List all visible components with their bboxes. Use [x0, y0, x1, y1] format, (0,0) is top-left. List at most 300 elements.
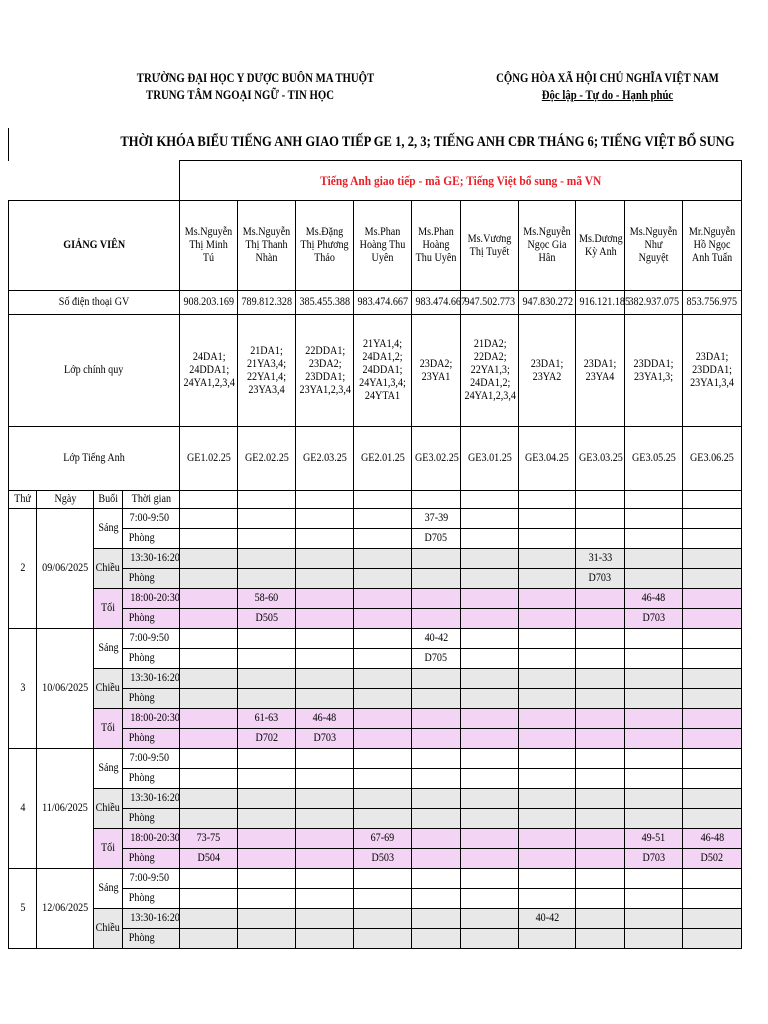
slot-cell	[412, 729, 461, 749]
slot-cell	[180, 529, 238, 549]
empty-cell	[296, 491, 354, 509]
slot-cell	[576, 849, 625, 869]
schedule-row	[9, 709, 742, 729]
session-time-text: 13:30-16:20	[130, 552, 180, 564]
regular-classes-text: 22DDA1; 23DA2; 23DDA1; 23YA1,2,3,4	[299, 344, 351, 396]
english-class-code-text: GE2.01.25	[360, 452, 405, 464]
session-name	[94, 829, 123, 869]
teacher-phone	[354, 291, 412, 315]
teacher-phone	[519, 291, 576, 315]
slot-cell	[576, 629, 625, 649]
slot-cell	[354, 869, 412, 889]
teacher-name	[180, 201, 238, 291]
slot-cell	[683, 849, 742, 869]
slot-cell	[576, 869, 625, 889]
slot-cell-text: 46-48	[641, 592, 666, 604]
schedule-row	[9, 749, 742, 769]
slot-cell	[354, 509, 412, 529]
empty-cell	[412, 491, 461, 509]
teacher-name	[412, 201, 461, 291]
session-name-text: Tối	[100, 842, 116, 854]
slot-cell	[354, 709, 412, 729]
slot-cell	[296, 729, 354, 749]
slot-cell	[519, 509, 576, 529]
slot-cell	[519, 549, 576, 569]
slot-cell	[238, 609, 296, 629]
teacher-name	[625, 201, 683, 291]
slot-cell	[296, 709, 354, 729]
slot-cell	[683, 729, 742, 749]
regular-classes	[354, 315, 412, 427]
regular-classes	[296, 315, 354, 427]
slot-cell	[461, 889, 519, 909]
slot-cell-text: D503	[371, 852, 394, 864]
slot-cell-text: D703	[313, 732, 336, 744]
english-class-code	[576, 427, 625, 491]
teacher-phone	[576, 291, 631, 315]
english-class-code-text: GE3.04.25	[525, 452, 569, 464]
column-header	[37, 491, 94, 509]
slot-cell	[354, 789, 412, 809]
session-name-text: Chiều	[95, 562, 121, 574]
slot-cell	[238, 929, 296, 949]
session-name-text: Sáng	[97, 882, 119, 894]
slot-cell	[296, 549, 354, 569]
slot-cell	[625, 589, 683, 609]
slot-cell-text: D505	[255, 612, 278, 624]
slot-cell	[519, 849, 576, 869]
room-label-text: Phòng	[128, 572, 155, 584]
slot-cell	[412, 829, 461, 849]
slot-cell-text: 61-63	[254, 712, 279, 724]
teacher-name-text: Mr.Nguyễn Hồ Ngọc Anh Tuấn	[688, 226, 736, 264]
slot-cell-text: 73-75	[196, 832, 221, 844]
slot-cell	[461, 549, 519, 569]
slot-cell	[461, 689, 519, 709]
session-time-text: 7:00-9:50	[129, 872, 170, 884]
regular-classes-text: 23DDA1; 23YA1,3;	[633, 357, 674, 383]
session-name-text: Tối	[100, 602, 116, 614]
subtitle	[180, 161, 742, 201]
slot-cell	[683, 829, 742, 849]
slot-cell	[683, 789, 742, 809]
session-name-text: Tối	[100, 722, 116, 734]
room-label-text: Phòng	[128, 612, 155, 624]
regular-classes-text: 23DA1; 23YA2	[530, 357, 564, 383]
slot-cell	[576, 729, 625, 749]
schedule-row	[9, 509, 742, 529]
slot-cell	[683, 909, 742, 929]
teacher-phone-text: 382.937.075	[628, 296, 680, 308]
slot-cell	[354, 689, 412, 709]
slot-cell	[412, 809, 461, 829]
slot-cell	[412, 769, 461, 789]
slot-cell	[238, 729, 296, 749]
session-name	[94, 549, 123, 589]
session-name	[94, 709, 123, 749]
teacher-name	[238, 201, 296, 291]
slot-cell	[461, 909, 519, 929]
slot-cell	[683, 889, 742, 909]
day-of-week-text: 4	[19, 802, 26, 814]
slot-cell	[412, 509, 461, 529]
english-class-code-text: GE2.02.25	[244, 452, 289, 464]
room-label-text: Phòng	[128, 932, 155, 944]
teacher-phone	[683, 291, 742, 315]
slot-cell	[461, 589, 519, 609]
teacher-name-text: Ms.Vương Thị Tuyết	[467, 232, 512, 258]
day-of-week	[9, 509, 37, 629]
slot-cell	[238, 909, 296, 929]
slot-cell	[461, 529, 519, 549]
slot-cell	[576, 589, 625, 609]
session-time	[123, 709, 180, 729]
slot-cell	[519, 809, 576, 829]
regular-classes	[180, 315, 238, 427]
slot-cell	[519, 589, 576, 609]
teacher-row	[9, 201, 742, 291]
english-class-code	[354, 427, 412, 491]
slot-cell	[412, 629, 461, 649]
slot-cell	[461, 789, 519, 809]
slot-cell	[180, 669, 238, 689]
slot-cell	[412, 549, 461, 569]
schedule-row	[9, 789, 742, 809]
session-time	[123, 589, 180, 609]
slot-cell	[238, 709, 296, 729]
slot-cell	[296, 609, 354, 629]
slot-cell	[354, 889, 412, 909]
slot-cell	[461, 629, 519, 649]
slot-cell	[461, 849, 519, 869]
schedule-row	[9, 589, 742, 609]
teacher-phone	[238, 291, 296, 315]
slot-cell	[354, 609, 412, 629]
teacher-name-text: Ms.Nguyễn Thị Thanh Nhàn	[242, 226, 291, 264]
slot-cell	[238, 789, 296, 809]
subtitle-text: Tiếng Anh giao tiếp - mã GE; Tiếng Việt bổ sung - mã VN	[320, 173, 602, 188]
session-name	[94, 669, 123, 709]
slot-cell	[296, 809, 354, 829]
regular-classes	[461, 315, 519, 427]
slot-cell	[238, 869, 296, 889]
slot-cell	[296, 829, 354, 849]
slot-cell	[296, 669, 354, 689]
day-of-week	[9, 629, 37, 749]
session-name-text: Chiều	[95, 922, 121, 934]
schedule-row	[9, 909, 742, 929]
session-name-text: Chiều	[95, 802, 121, 814]
slot-cell	[238, 749, 296, 769]
slot-cell	[180, 909, 238, 929]
slot-cell	[625, 729, 683, 749]
session-name	[94, 749, 123, 789]
slot-cell	[683, 609, 742, 629]
session-time-text: 13:30-16:20	[130, 912, 180, 924]
teacher-name	[519, 201, 576, 291]
slot-cell	[296, 529, 354, 549]
date-text: 10/06/2025	[41, 682, 89, 694]
slot-cell	[461, 749, 519, 769]
slot-cell	[576, 889, 625, 909]
slot-cell	[683, 529, 742, 549]
regular-classes	[412, 315, 461, 427]
slot-cell	[576, 789, 625, 809]
slot-cell	[412, 609, 461, 629]
slot-cell	[296, 889, 354, 909]
slot-cell	[296, 629, 354, 649]
slot-cell	[576, 669, 625, 689]
slot-cell	[683, 549, 742, 569]
slot-cell	[180, 789, 238, 809]
column-header-text: Buổi	[98, 493, 118, 505]
schedule-row	[9, 629, 742, 649]
slot-cell	[683, 589, 742, 609]
slot-cell	[576, 509, 625, 529]
room-label-text: Phòng	[128, 772, 155, 784]
slot-cell	[354, 649, 412, 669]
slot-cell	[180, 929, 238, 949]
slot-cell	[354, 809, 412, 829]
slot-cell	[576, 569, 625, 589]
regular-classes-text: 24DA1; 24DDA1; 24YA1,2,3,4	[183, 351, 235, 389]
slot-cell	[412, 529, 461, 549]
slot-cell	[180, 869, 238, 889]
teacher-label-text: GIẢNG VIÊN	[63, 239, 125, 251]
slot-cell	[576, 709, 625, 729]
slot-cell	[461, 649, 519, 669]
phone-label-text: Số điện thoại GV	[58, 296, 130, 308]
slot-cell	[180, 609, 238, 629]
slot-cell	[180, 849, 238, 869]
slot-cell	[683, 869, 742, 889]
slot-cell	[625, 889, 683, 909]
teacher-name-text: Ms.Nguyễn Thị Minh Tú	[184, 226, 233, 264]
date-text: 12/06/2025	[41, 902, 89, 914]
teacher-name	[683, 201, 742, 291]
session-time-text: 7:00-9:50	[129, 512, 170, 524]
empty-cell	[683, 491, 742, 509]
slot-cell	[519, 689, 576, 709]
session-time	[123, 909, 180, 929]
slot-cell	[625, 709, 683, 729]
room-label	[123, 649, 180, 669]
empty-cell	[354, 491, 412, 509]
slot-cell	[180, 649, 238, 669]
slot-cell	[238, 829, 296, 849]
session-time-text: 7:00-9:50	[129, 632, 170, 644]
schedule-row	[9, 829, 742, 849]
slot-cell	[461, 929, 519, 949]
slot-cell-text: D703	[588, 572, 612, 584]
english-class-code-text: GE3.01.25	[467, 452, 512, 464]
room-label	[123, 769, 180, 789]
day-of-week	[9, 749, 37, 869]
schedule-row	[9, 669, 742, 689]
slot-cell	[412, 909, 461, 929]
slot-cell	[576, 929, 625, 949]
column-header	[123, 491, 180, 509]
room-label	[123, 569, 180, 589]
slot-cell	[461, 869, 519, 889]
day-of-week-text: 3	[19, 682, 26, 694]
teacher-phone	[461, 291, 519, 315]
room-label-text: Phòng	[128, 852, 155, 864]
session-time-text: 7:00-9:50	[129, 752, 170, 764]
room-label	[123, 729, 180, 749]
slot-cell	[180, 589, 238, 609]
session-time-text: 13:30-16:20	[130, 672, 180, 684]
slot-cell	[519, 649, 576, 669]
slot-cell	[238, 509, 296, 529]
slot-cell	[461, 729, 519, 749]
english-class-code-text: GE1.02.25	[186, 452, 231, 464]
slot-cell	[625, 649, 683, 669]
session-name	[94, 629, 123, 669]
slot-cell	[354, 549, 412, 569]
slot-cell	[238, 809, 296, 829]
column-header	[94, 491, 123, 509]
english-class-code	[412, 427, 461, 491]
slot-cell	[519, 909, 576, 929]
slot-cell	[354, 909, 412, 929]
slot-cell	[296, 789, 354, 809]
slot-cell	[180, 729, 238, 749]
slot-cell	[519, 889, 576, 909]
date	[37, 629, 94, 749]
english-class-code	[238, 427, 296, 491]
slot-cell	[576, 549, 625, 569]
teacher-name-text: Ms.Nguyễn Ngọc Gia Hân	[523, 226, 571, 264]
slot-cell-text: D702	[255, 732, 278, 744]
center-name: TRUNG TÂM NGOẠI NGỮ - TIN HỌC	[146, 88, 334, 102]
school-header	[136, 70, 375, 104]
slot-cell	[519, 629, 576, 649]
slot-cell	[625, 549, 683, 569]
teacher-phone-text: 853.756.975	[686, 296, 738, 308]
room-label-text: Phòng	[128, 732, 155, 744]
room-label	[123, 609, 180, 629]
slot-cell	[519, 929, 576, 949]
session-time-text: 13:30-16:20	[130, 792, 180, 804]
session-time	[123, 549, 180, 569]
slot-cell-text: D502	[700, 852, 724, 864]
slot-cell-text: D703	[642, 612, 665, 624]
slot-cell	[576, 749, 625, 769]
date-text: 11/06/2025	[42, 802, 88, 814]
session-name	[94, 589, 123, 629]
slot-cell	[354, 569, 412, 589]
room-label	[123, 929, 180, 949]
slot-cell	[354, 769, 412, 789]
room-label	[123, 689, 180, 709]
slot-cell	[625, 529, 683, 549]
regular-classes-text: 23DA2; 23YA1	[419, 357, 453, 383]
slot-cell	[625, 629, 683, 649]
slot-cell	[625, 609, 683, 629]
slot-cell	[625, 569, 683, 589]
teacher-name	[296, 201, 354, 291]
slot-cell	[625, 669, 683, 689]
english-class-code-text: GE3.05.25	[631, 452, 676, 464]
english-class-code-text: GE3.03.25	[578, 452, 623, 464]
national-header	[494, 70, 722, 104]
slot-cell	[461, 709, 519, 729]
slot-cell	[576, 809, 625, 829]
slot-cell	[412, 649, 461, 669]
slot-cell	[412, 869, 461, 889]
slot-cell	[412, 569, 461, 589]
slot-cell	[412, 849, 461, 869]
slot-cell-text: D705	[424, 532, 448, 544]
day-of-week-text: 5	[19, 902, 26, 914]
slot-cell	[625, 849, 683, 869]
session-time	[123, 869, 180, 889]
slot-cell	[296, 929, 354, 949]
slot-cell	[683, 689, 742, 709]
slot-cell	[412, 749, 461, 769]
room-label-text: Phòng	[128, 652, 155, 664]
empty-cell	[238, 491, 296, 509]
slot-cell	[519, 669, 576, 689]
session-time	[123, 829, 180, 849]
slot-cell	[354, 829, 412, 849]
slot-cell	[625, 769, 683, 789]
phone-row	[9, 291, 742, 315]
regular-classes	[238, 315, 296, 427]
country-name: CỘNG HÒA XÃ HỘI CHỦ NGHĨA VIỆT NAM	[496, 71, 719, 85]
slot-cell	[238, 769, 296, 789]
slot-cell-text: 67-69	[370, 832, 395, 844]
slot-cell	[519, 869, 576, 889]
slot-cell	[296, 769, 354, 789]
slot-cell	[683, 809, 742, 829]
slot-cell	[576, 689, 625, 709]
slot-cell	[296, 849, 354, 869]
slot-cell	[683, 649, 742, 669]
slot-cell-text: D705	[424, 652, 448, 664]
slot-cell	[576, 829, 625, 849]
slot-cell	[625, 689, 683, 709]
teacher-phone-text: 947.830.272	[522, 296, 574, 308]
room-label	[123, 889, 180, 909]
slot-cell	[354, 589, 412, 609]
session-time-text: 18:00-20:30	[130, 832, 180, 844]
slot-cell	[412, 889, 461, 909]
slot-cell	[412, 929, 461, 949]
slot-cell	[354, 669, 412, 689]
session-name-text: Sáng	[97, 642, 119, 654]
date	[37, 509, 94, 629]
slot-cell	[683, 629, 742, 649]
slot-cell	[461, 829, 519, 849]
teacher-phone	[412, 291, 467, 315]
slot-cell	[625, 929, 683, 949]
teacher-phone	[625, 291, 683, 315]
regular-classes	[683, 315, 742, 427]
session-time	[123, 749, 180, 769]
slot-cell	[180, 569, 238, 589]
slot-cell	[238, 629, 296, 649]
english-class-code	[180, 427, 238, 491]
slot-cell	[461, 769, 519, 789]
slot-cell	[296, 749, 354, 769]
slot-cell	[412, 709, 461, 729]
english-class-code-text: GE3.06.25	[690, 452, 734, 464]
english-class-code	[625, 427, 683, 491]
session-name-text: Sáng	[97, 522, 119, 534]
regular-classes-text: 21DA2; 22DA2; 22YA1,3; 24DA1,2; 24YA1,2,3,4	[464, 338, 516, 402]
